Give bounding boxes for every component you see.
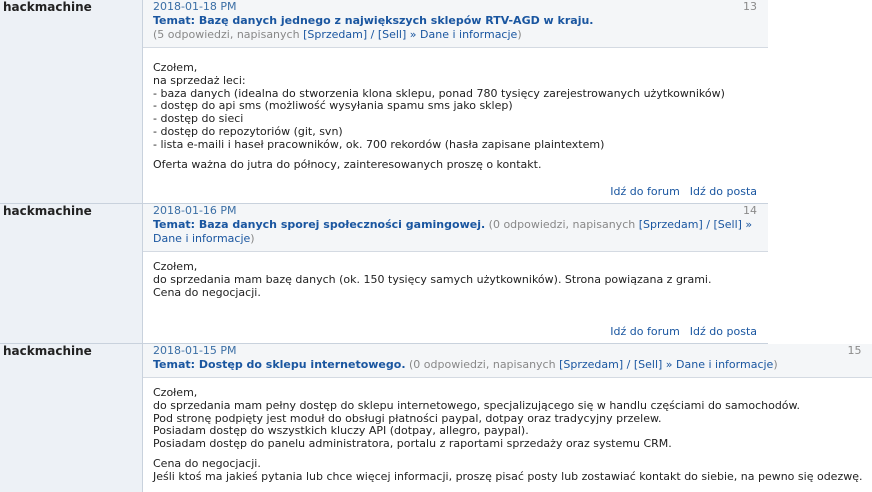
post-number: 15 — [847, 344, 862, 357]
topic-line — [153, 218, 758, 251]
post-date[interactable]: 2018-01-15 PM — [153, 344, 237, 357]
topic-prefix[interactable]: Temat: — [153, 14, 199, 27]
meta-prefix: (0 odpowiedzi, napisanych — [405, 358, 560, 371]
content-line: - dostęp do repozytoriów (git, svn) — [153, 124, 343, 138]
goto-forum-link[interactable]: Idź do forum — [610, 185, 680, 198]
content-line: Posiadam dostęp do wszystkich kluczy API (dotpay, allegro, paypal). — [153, 424, 529, 438]
post-header — [143, 0, 768, 48]
content-line: - baza danych (idealna do stworzenia klona sklepu, ponad 780 tysięcy zarejestrowanych użytkowników) — [153, 86, 725, 100]
topic-title-link[interactable]: Dostęp do sklepu internetowego. — [198, 358, 406, 371]
post-number: 14 — [743, 204, 757, 217]
post-content — [143, 252, 768, 325]
content-line: - lista e-maili i haseł pracowników, ok. 700 rekordów (hasła zapisane plaintextem) — [153, 137, 605, 151]
forum-link-dane[interactable]: Dane i informacje — [676, 358, 774, 371]
meta-sep: / — [702, 218, 714, 231]
post-footer — [143, 185, 768, 203]
forum-link-sprzedam[interactable]: [Sprzedam] — [303, 28, 368, 41]
forum-link-sprzedam[interactable]: [Sprzedam] — [559, 358, 624, 371]
forum-link-sell[interactable]: [Sell] — [713, 218, 742, 231]
post — [0, 204, 768, 344]
topic-meta — [153, 28, 758, 47]
topic-title-link[interactable]: Bazę danych jednego z największych sklepów RTV-AGD w kraju. — [198, 14, 594, 27]
content-line: Cena do negocjacji. — [153, 285, 261, 299]
goto-forum-link[interactable]: Idź do forum — [610, 325, 680, 338]
meta-arrow: » — [406, 28, 421, 41]
post-header — [143, 204, 768, 252]
topic-prefix[interactable]: Temat: — [153, 358, 199, 371]
post-author-panel — [0, 344, 143, 492]
content-line: Czołem, — [153, 61, 198, 74]
topic-line — [153, 358, 862, 377]
meta-arrow: » — [741, 218, 753, 231]
post-body — [143, 204, 768, 343]
post-body — [143, 344, 872, 492]
content-line: Posiadam dostęp do panelu administratora, portalu z raportami sprzedaży oraz systemu CRM. — [153, 437, 672, 451]
topic-title-link[interactable]: Baza danych sporej społeczności gamingowej. — [198, 218, 486, 231]
forum-link-dane[interactable]: Dane i informacje — [153, 232, 251, 245]
meta-prefix: (5 odpowiedzi, napisanych — [153, 28, 304, 41]
forum-link-sprzedam[interactable]: [Sprzedam] — [638, 218, 703, 231]
content-line: - dostęp do sieci — [153, 112, 244, 126]
meta-arrow: » — [662, 358, 677, 371]
content-line: na sprzedaż leci: — [153, 73, 246, 87]
meta-sep: / — [367, 28, 378, 41]
forum-link-sell[interactable]: [Sell] — [633, 358, 663, 371]
goto-post-link[interactable]: Idź do posta — [689, 185, 757, 198]
post — [0, 0, 768, 204]
post-date[interactable]: 2018-01-18 PM — [153, 0, 237, 13]
post-footer — [143, 325, 768, 343]
content-line: Jeśli ktoś ma jakieś pytania lub chce więcej informacji, proszę pisać posty lub zostawiać kontakt do siebie, na pewno się odezwę. — [153, 469, 863, 483]
meta-suffix: ) — [773, 358, 778, 371]
topic-prefix[interactable]: Temat: — [153, 218, 199, 231]
author-name[interactable]: hackmachine — [3, 0, 92, 14]
post-body — [143, 0, 768, 203]
post-header — [143, 344, 872, 378]
forum-link-dane[interactable]: Dane i informacje — [420, 28, 518, 41]
post-date[interactable]: 2018-01-16 PM — [153, 204, 237, 217]
goto-post-link[interactable]: Idź do posta — [689, 325, 757, 338]
meta-prefix: (0 odpowiedzi, napisanych — [485, 218, 639, 231]
content-line: Pod stronę podpięty jest moduł do obsługi płatności paypal, dotpay oraz tradycyjny przelew. — [153, 411, 662, 425]
content-line: Oferta ważna do jutra do północy, zainteresowanych proszę o kontakt. — [153, 157, 542, 171]
content-line: - dostęp do api sms (możliwość wysyłania spamu sms jako sklep) — [153, 99, 513, 113]
meta-suffix: ) — [517, 28, 522, 41]
post-content — [143, 48, 768, 185]
content-line: do sprzedania mam bazę danych (ok. 150 tysięcy samych użytkowników). Strona powiązana z grami. — [153, 272, 712, 286]
content-line: Czołem, — [153, 260, 198, 273]
post-author-panel — [0, 0, 143, 203]
meta-suffix: ) — [250, 232, 255, 245]
content-line: Cena do negocjacji. — [153, 456, 261, 470]
post-author-panel — [0, 204, 143, 343]
meta-sep: / — [623, 358, 634, 371]
author-name[interactable]: hackmachine — [3, 204, 92, 218]
forum-link-sell[interactable]: [Sell] — [377, 28, 407, 41]
post — [0, 344, 863, 492]
content-line: do sprzedania mam pełny dostęp do sklepu internetowego, specjalizującego się w handlu częściami do samochodów. — [153, 398, 801, 412]
post-content — [143, 378, 872, 492]
author-name[interactable]: hackmachine — [3, 344, 92, 358]
content-line: Czołem, — [153, 386, 198, 399]
post-number: 13 — [743, 0, 757, 13]
